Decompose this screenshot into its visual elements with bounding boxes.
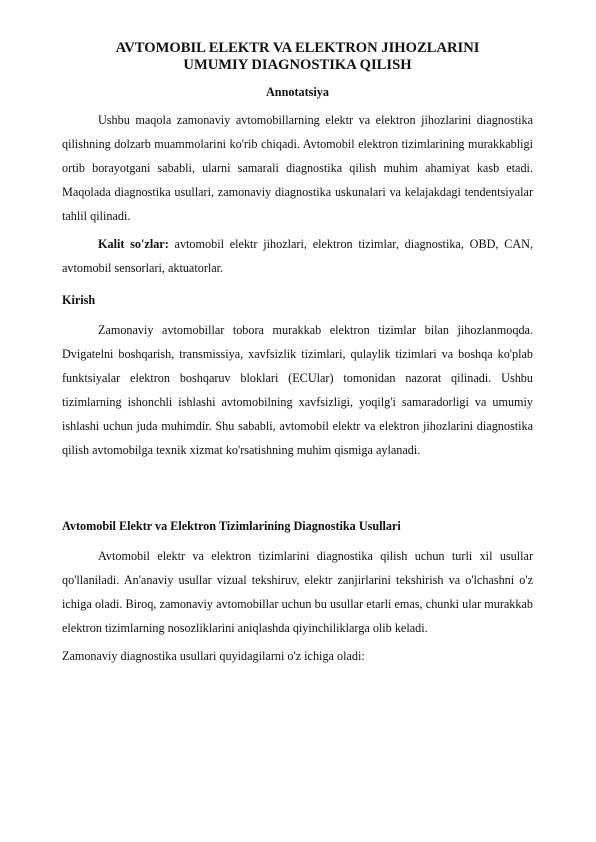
methods-paragraph: Avtomobil elektr va elektron tizimlarini diagnostika qilish uchun turli xil usullar qo'llaniladi. An'anaviy usullar vizual tekshiruv, elektr zanjirlarini tekshirish va o'lchashni o'z ichiga oladi. Biroq, zamonaviy avtomobillar uchun bu usullar etarli emas, chunki ular murakkab elektron tizimlarning nosozliklarini aniqlashda qiyinchiliklarga olib keladi. — [62, 549, 533, 635]
keywords-label: Kalit so'zlar: — [98, 237, 169, 251]
document-page — [62, 40, 533, 668]
methods-list-intro: Zamonaviy diagnostika usullari quyidagilarni o'z ichiga oladi: — [62, 649, 365, 663]
intro-heading: Kirish — [62, 293, 96, 307]
title-line-1: AVTOMOBIL ELEKTR VA ELEKTRON JIHOZLARINI — [115, 40, 480, 56]
keywords-paragraph — [62, 232, 533, 280]
annotation-paragraph: Ushbu maqola zamonaviy avtomobillarning elektr va elektron jihozlarini diagnostika qilishning dolzarb muammolarini ko'rib chiqadi. Avtomobil elektron tizimlarining murakkabligi ortib borayotgani sababli, ularni samarali diagnostika qilish muhim ahamiyat kasb etadi. Maqolada diagnostika usullari, zamonaviy diagnostika uskunalari va kelajakdagi tendentsiyalar tahlil qilinadi. — [62, 113, 533, 223]
methods-heading: Avtomobil Elektr va Elektron Tizimlarining Diagnostika Usullari — [62, 519, 401, 533]
keywords-text: avtomobil elektr jihozlari, elektron tizimlar, diagnostika, OBD, CAN, avtomobil sensorlari, aktuatorlar. — [62, 237, 533, 275]
intro-paragraph: Zamonaviy avtomobillar tobora murakkab elektron tizimlar bilan jihozlanmoqda. Dvigatelni boshqarish, transmissiya, xavfsizlik tizimlari, qulaylik tizimlari va boshqa ko'plab funktsiyalar elektron boshqaruv bloklari (ECUlar) tomonidan nazorat qilinadi. Ushbu tizimlarning ishonchli ishlashi avtomobilning xavfsizligi, yoqilg'i samaradorligi va umumiy ishlashi uchun juda muhimdir. Shu sababli, avtomobil elektr va elektron jihozlarini diagnostika qilish avtomobilga texnik xizmat ko'rsatishning muhim qismiga aylanadi. — [62, 323, 533, 457]
title-line-2: UMUMIY DIAGNOSTIKA QILISH — [183, 57, 412, 73]
annotation-heading: Annotatsiya — [266, 85, 329, 99]
document-title — [62, 40, 533, 74]
